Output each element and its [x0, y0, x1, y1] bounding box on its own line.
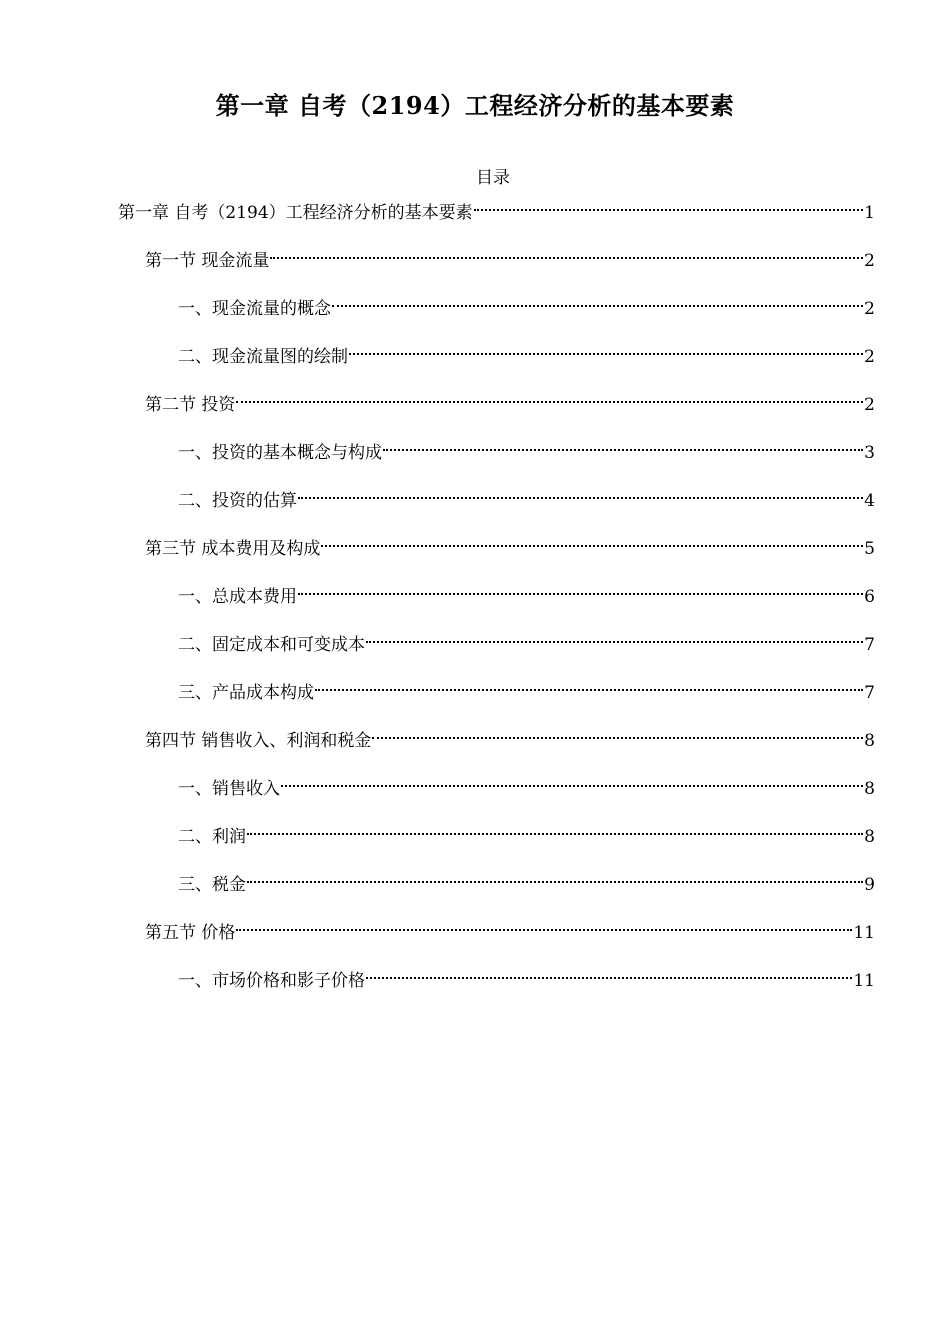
toc-page-number: 7 — [864, 635, 875, 655]
toc-entry[interactable] — [178, 432, 875, 463]
toc-entry[interactable] — [145, 384, 875, 415]
toc-entry-label: 第四节 销售收入、利润和税金 — [145, 731, 372, 751]
toc-entry-label: 第二节 投资 — [145, 395, 236, 415]
toc-entry[interactable] — [145, 240, 875, 271]
toc-entry-label: 二、投资的估算 — [178, 491, 297, 511]
toc-page-number: 2 — [864, 347, 875, 367]
toc-entry[interactable] — [178, 624, 875, 655]
toc-dot-leader — [366, 624, 863, 650]
toc-page-number: 5 — [864, 539, 875, 559]
toc-entry-label: 第一节 现金流量 — [145, 251, 270, 271]
toc-entry[interactable] — [178, 864, 875, 895]
toc-entry-label: 第三节 成本费用及构成 — [145, 539, 321, 559]
toc-entry-label: 一、市场价格和影子价格 — [178, 971, 365, 991]
toc-dot-leader — [366, 960, 852, 986]
toc-entry[interactable] — [178, 816, 875, 847]
toc-entry-label: 一、总成本费用 — [178, 587, 297, 607]
toc-page-number: 7 — [864, 683, 875, 703]
toc-page-number: 9 — [864, 875, 875, 895]
toc-page-number: 8 — [864, 731, 875, 751]
toc-dot-leader — [332, 288, 863, 314]
toc-dot-leader — [236, 384, 863, 410]
toc-entry-label: 三、产品成本构成 — [178, 683, 314, 703]
toc-entry[interactable] — [178, 480, 875, 511]
toc-dot-leader — [270, 240, 863, 266]
toc-page-number: 8 — [864, 827, 875, 847]
toc-entry-label: 第五节 价格 — [145, 923, 236, 943]
toc-entry[interactable] — [118, 192, 875, 223]
toc-dot-leader — [247, 864, 863, 890]
toc-page-number: 6 — [864, 587, 875, 607]
toc-page-number: 11 — [853, 971, 875, 991]
toc-entry[interactable] — [178, 960, 875, 991]
toc-page-number: 11 — [853, 923, 875, 943]
toc-entry-label: 一、现金流量的概念 — [178, 299, 331, 319]
toc-page-number: 3 — [864, 443, 875, 463]
toc-dot-leader — [236, 912, 852, 938]
toc-entry-label: 一、销售收入 — [178, 779, 280, 799]
toc-page-number: 2 — [864, 299, 875, 319]
toc-heading: 目录 — [476, 168, 510, 188]
toc-entry[interactable] — [178, 672, 875, 703]
toc-entry-label: 三、税金 — [178, 875, 246, 895]
toc-dot-leader — [247, 816, 863, 842]
toc-dot-leader — [372, 720, 863, 746]
toc-entry[interactable] — [178, 768, 875, 799]
toc-dot-leader — [298, 576, 863, 602]
toc-page-number: 2 — [864, 251, 875, 271]
toc-page-number: 4 — [864, 491, 875, 511]
toc-entry-label: 二、现金流量图的绘制 — [178, 347, 348, 367]
toc-entry[interactable] — [178, 336, 875, 367]
toc-dot-leader — [281, 768, 863, 794]
toc-page-number: 1 — [864, 203, 875, 223]
toc-entry[interactable] — [178, 576, 875, 607]
toc-entry[interactable] — [145, 720, 875, 751]
toc-page-number: 2 — [864, 395, 875, 415]
toc-entry-label: 一、投资的基本概念与构成 — [178, 443, 382, 463]
toc-dot-leader — [298, 480, 863, 506]
toc-entry-label: 二、固定成本和可变成本 — [178, 635, 365, 655]
toc-dot-leader — [321, 528, 863, 554]
toc-dot-leader — [349, 336, 863, 362]
toc-page-number: 8 — [864, 779, 875, 799]
toc-dot-leader — [474, 192, 864, 218]
toc-entry[interactable] — [178, 288, 875, 319]
toc-entry-label: 二、利润 — [178, 827, 246, 847]
document-title: 第一章 自考（2194）工程经济分析的基本要素 — [215, 91, 735, 120]
toc-entry[interactable] — [145, 528, 875, 559]
toc-entry[interactable] — [145, 912, 875, 943]
toc-entry-label: 第一章 自考（2194）工程经济分析的基本要素 — [118, 203, 473, 223]
toc-dot-leader — [383, 432, 863, 458]
toc-dot-leader — [315, 672, 863, 698]
